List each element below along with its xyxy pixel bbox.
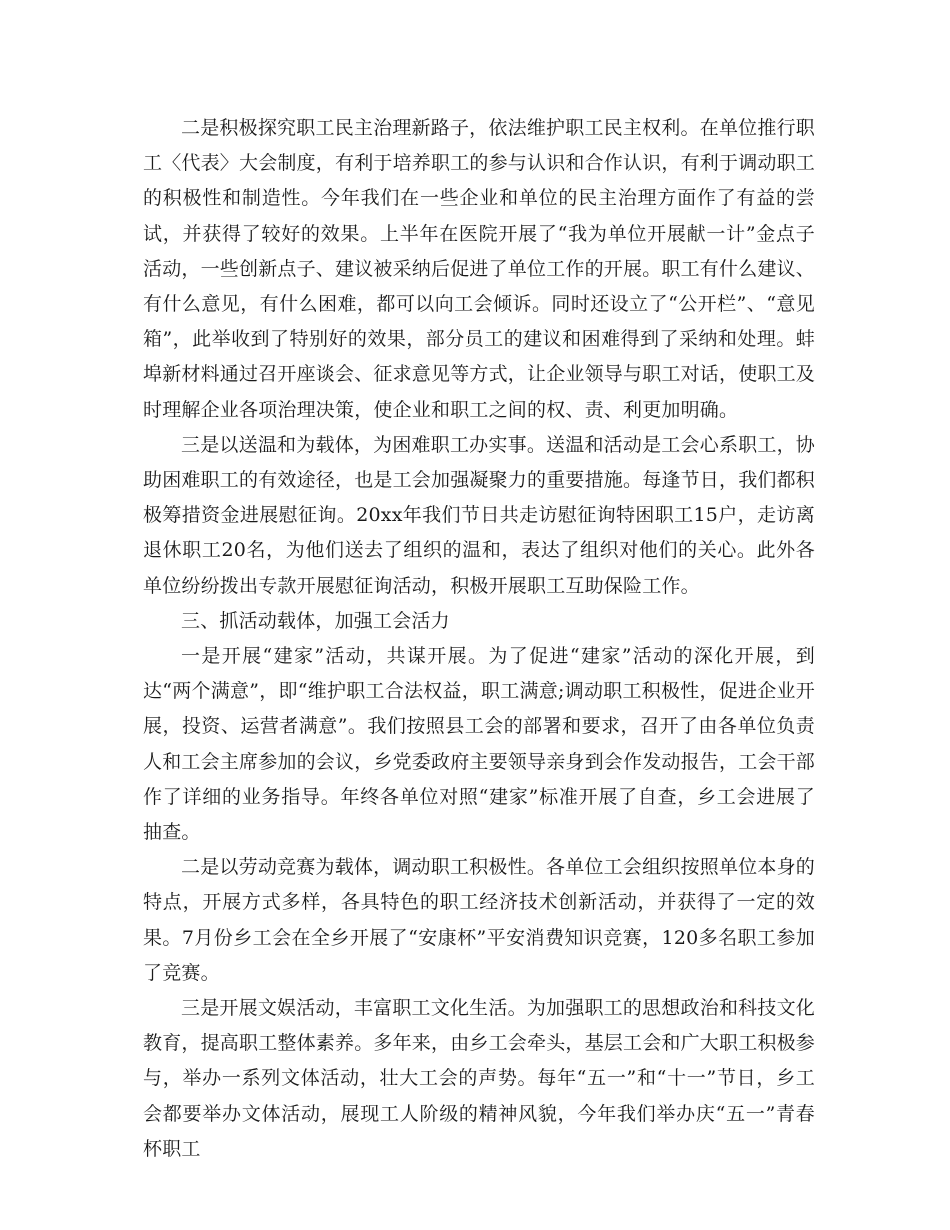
section-heading-activities: 三、抓活动载体，加强工会活力: [181, 609, 450, 632]
paragraph-home-building: 一是开展“建家”活动，共谋开展。为了促进“建家”活动的深化开展，到达“两个满意”，即“维护职工合法权益，职工满意;调动职工积极性，促进企业开展，投资、运营者满意”。我们按照县工会的部署和要求，召开了由各单位负责人和工会主席参加的会议，乡党委政府主要领导亲身到会作发动报告，工会干部作了详细的业务指导。年终各单位对照“建家”标准开展了自查，乡工会进展了抽查。: [143, 645, 816, 844]
paragraph-democratic-management: 二是积极探究职工民主治理新路子，依法维护职工民主权利。在单位推行职工〈代表〉大会制度，有利于培养职工的参与认识和合作认识，有利于调动职工的积极性和制造性。今年我们在一些企业和单位的民主治理方面作了有益的尝试，并获得了较好的效果。上半年在医院开展了“我为单位开展献一计”金点子活动，一些创新点子、建议被采纳后促进了单位工作的开展。职工有什么建议、有什么意见，有什么困难，都可以向工会倾诉。同时还设立了“公开栏”、“意见箱”，此举收到了特别好的效果，部分员工的建议和困难得到了采纳和处理。蚌埠新材料通过召开座谈会、征求意见等方式，让企业领导与职工对话，使职工及时理解企业各项治理决策，使企业和职工之间的权、责、利更加明确。: [143, 117, 816, 421]
document-body: [143, 111, 815, 1167]
paragraph-labor-competition: 二是以劳动竞赛为载体，调动职工积极性。各单位工会组织按照单位本身的特点，开展方式多样，各具特色的职工经济技术创新活动，并获得了一定的效果。7月份乡工会在全乡开展了“安康杯”平安消费知识竞赛，120多名职工参加了竞赛。: [143, 856, 815, 984]
paragraph-warmth-support: 三是以送温和为载体，为困难职工办实事。送温和活动是工会心系职工，协助困难职工的有效途径，也是工会加强凝聚力的重要措施。每逢节日，我们都积极筹措资金进展慰征询。20xx年我们节日共走访慰征询特困职工15户，走访离退休职工20名，为他们送去了组织的温和，表达了组织对他们的关心。此外各单位纷纷拨出专款开展慰征询活动，积极开展职工互助保险工作。: [143, 433, 816, 597]
paragraph-cultural-activities: 三是开展文娱活动，丰富职工文化生活。为加强职工的思想政治和科技文化教育，提高职工整体素养。多年来，由乡工会牵头，基层工会和广大职工积极参与，举办一系列文体活动，壮大工会的声势。每年“五一”和“十一”节日，乡工会都要举办文体活动，展现工人阶级的精神风貌，今年我们举办庆“五一”青春杯职工: [143, 997, 816, 1160]
